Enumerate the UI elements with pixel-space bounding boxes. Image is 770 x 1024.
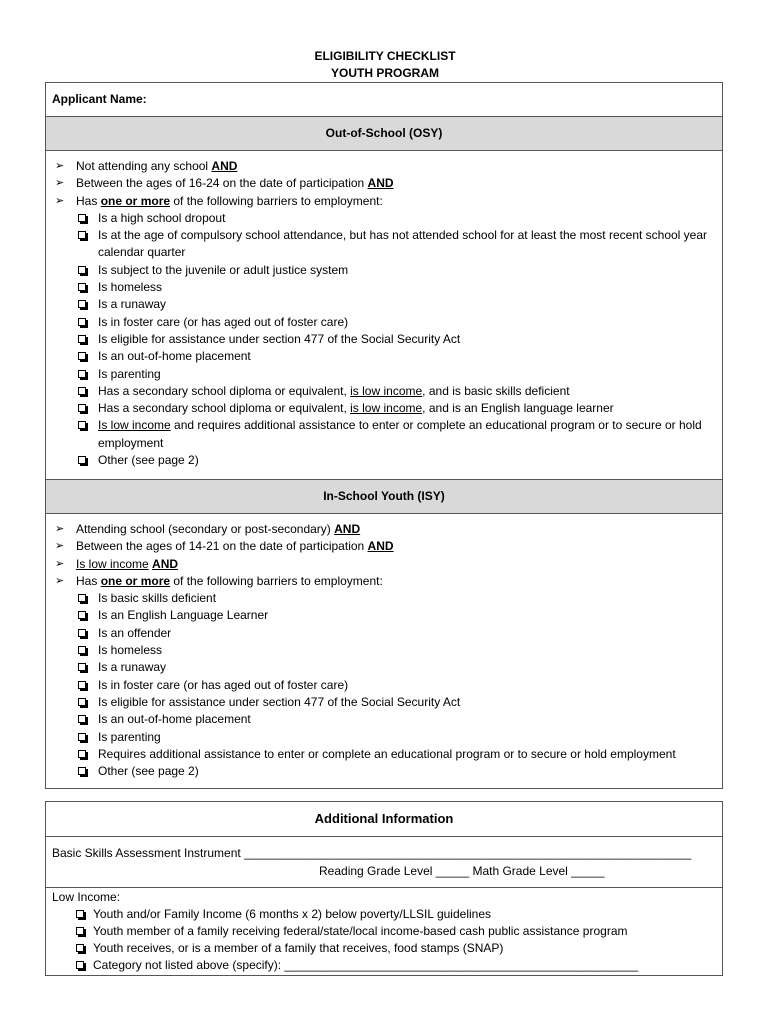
checkbox-icon[interactable]	[78, 750, 86, 758]
osy-barrier-item: Is a runaway	[46, 296, 722, 313]
osy-barrier-item: Is in foster care (or has aged out of foster care)	[46, 314, 722, 331]
low-income-item: Youth and/or Family Income (6 months x 2) below poverty/LLSIL guidelines	[46, 906, 722, 923]
isy-heading	[46, 479, 722, 513]
checkbox-icon[interactable]	[78, 404, 86, 412]
isy-heading-text: In-School Youth (ISY)	[323, 489, 445, 503]
osy-barrier-item: Has a secondary school diploma or equivalent, is low income, and is an English language learner	[46, 400, 722, 417]
osy-barrier-item: Is subject to the juvenile or adult justice system	[46, 262, 722, 279]
checkbox-icon[interactable]	[78, 283, 86, 291]
isy-criteria	[46, 513, 722, 788]
osy-barrier-item: Is low income and requires additional assistance to enter or complete an educational program or to secure or hold employment	[46, 417, 722, 452]
applicant-name-field[interactable]	[156, 86, 716, 112]
isy-barrier-item: Is a runaway	[46, 659, 722, 676]
checkbox-icon[interactable]	[78, 231, 86, 239]
isy-barrier-item: Is homeless	[46, 642, 722, 659]
checkbox-icon[interactable]	[78, 715, 86, 723]
arrow-bullet-icon: ➢	[55, 523, 65, 535]
osy-barrier-item: Is parenting	[46, 366, 722, 383]
isy-barrier-item: Is an English Language Learner	[46, 607, 722, 624]
grade-level-fields[interactable]: Reading Grade Level _____ Math Grade Level _____	[319, 864, 605, 878]
additional-info-heading	[46, 802, 722, 836]
checkbox-icon[interactable]	[78, 318, 86, 326]
isy-criterion: ➢ Has one or more of the following barriers to employment:	[46, 573, 722, 590]
low-income-item: Category not listed above (specify): _____________________________________________________	[46, 957, 722, 974]
checkbox-icon[interactable]	[78, 387, 86, 395]
checkbox-icon[interactable]	[76, 910, 84, 918]
isy-criterion: ➢ Attending school (secondary or post-secondary) AND	[46, 521, 722, 538]
checkbox-icon[interactable]	[78, 681, 86, 689]
osy-criterion: ➢ Not attending any school AND	[46, 158, 722, 175]
checkbox-icon[interactable]	[78, 456, 86, 464]
checklist-box	[45, 82, 723, 789]
low-income-item: Youth member of a family receiving federal/state/local income-based cash public assistance program	[46, 923, 722, 940]
osy-barrier-item: Other (see page 2)	[46, 452, 722, 469]
osy-criteria	[46, 150, 722, 479]
checkbox-icon[interactable]	[78, 733, 86, 741]
low-income-label: Low Income:	[52, 890, 121, 904]
low-income-row	[46, 887, 722, 975]
osy-criterion: ➢ Has one or more of the following barriers to employment:	[46, 193, 722, 210]
osy-heading-text: Out-of-School (OSY)	[325, 126, 443, 140]
applicant-row	[46, 83, 722, 116]
checkbox-icon[interactable]	[78, 300, 86, 308]
checkbox-icon[interactable]	[78, 698, 86, 706]
checkbox-icon[interactable]	[78, 767, 86, 775]
basic-skills-row	[46, 836, 722, 887]
isy-criterion: ➢ Between the ages of 14-21 on the date of participation AND	[46, 538, 722, 555]
osy-heading	[46, 116, 722, 150]
isy-barrier-item: Is basic skills deficient	[46, 590, 722, 607]
isy-criterion: ➢ Is low income AND	[46, 556, 722, 573]
applicant-name-label: Applicant Name:	[52, 92, 147, 106]
checkbox-icon[interactable]	[78, 370, 86, 378]
checkbox-icon[interactable]	[78, 611, 86, 619]
checkbox-icon[interactable]	[78, 266, 86, 274]
arrow-bullet-icon: ➢	[55, 194, 65, 207]
isy-barrier-item: Is parenting	[46, 729, 722, 746]
isy-barrier-item: Is eligible for assistance under section 477 of the Social Security Act	[46, 694, 722, 711]
form-subtitle: YOUTH PROGRAM	[331, 66, 439, 80]
basic-skills-instrument-field[interactable]: Basic Skills Assessment Instrument ___________________________________________________________________	[52, 846, 692, 860]
arrow-bullet-icon: ➢	[55, 557, 65, 570]
low-income-item: Youth receives, or is a member of a family that receives, food stamps (SNAP)	[46, 940, 722, 957]
form-title: ELIGIBILITY CHECKLIST	[314, 49, 456, 63]
checkbox-icon[interactable]	[78, 352, 86, 360]
additional-info-box	[45, 801, 723, 976]
additional-info-heading-text: Additional Information	[314, 811, 454, 826]
isy-barrier-item: Other (see page 2)	[46, 763, 722, 780]
checkbox-icon[interactable]	[76, 944, 84, 952]
isy-barrier-item: Requires additional assistance to enter or complete an educational program or to secure or hold employment	[46, 746, 722, 763]
osy-barrier-item: Is a high school dropout	[46, 210, 722, 227]
checkbox-icon[interactable]	[76, 927, 84, 935]
checkbox-icon[interactable]	[76, 961, 84, 969]
osy-barrier-item: Is eligible for assistance under section 477 of the Social Security Act	[46, 331, 722, 348]
osy-barrier-item: Is at the age of compulsory school attendance, but has not attended school for at least the most recent school year calendar quarter	[46, 227, 722, 262]
checkbox-icon[interactable]	[78, 629, 86, 637]
checkbox-icon[interactable]	[78, 335, 86, 343]
isy-barrier-item: Is an offender	[46, 625, 722, 642]
checkbox-icon[interactable]	[78, 646, 86, 654]
checkbox-icon[interactable]	[78, 594, 86, 602]
checkbox-icon[interactable]	[78, 214, 86, 222]
arrow-bullet-icon: ➢	[55, 177, 65, 190]
arrow-bullet-icon: ➢	[55, 160, 65, 172]
isy-barrier-item: Is in foster care (or has aged out of foster care)	[46, 677, 722, 694]
osy-barrier-item: Is homeless	[46, 279, 722, 296]
isy-barrier-item: Is an out-of-home placement	[46, 711, 722, 728]
osy-barrier-item: Has a secondary school diploma or equivalent, is low income, and is basic skills deficient	[46, 383, 722, 400]
arrow-bullet-icon: ➢	[55, 540, 65, 553]
checkbox-icon[interactable]	[78, 421, 86, 429]
osy-criterion: ➢ Between the ages of 16-24 on the date of participation AND	[46, 175, 722, 192]
osy-barrier-item: Is an out-of-home placement	[46, 348, 722, 365]
checkbox-icon[interactable]	[78, 663, 86, 671]
arrow-bullet-icon: ➢	[55, 574, 65, 587]
